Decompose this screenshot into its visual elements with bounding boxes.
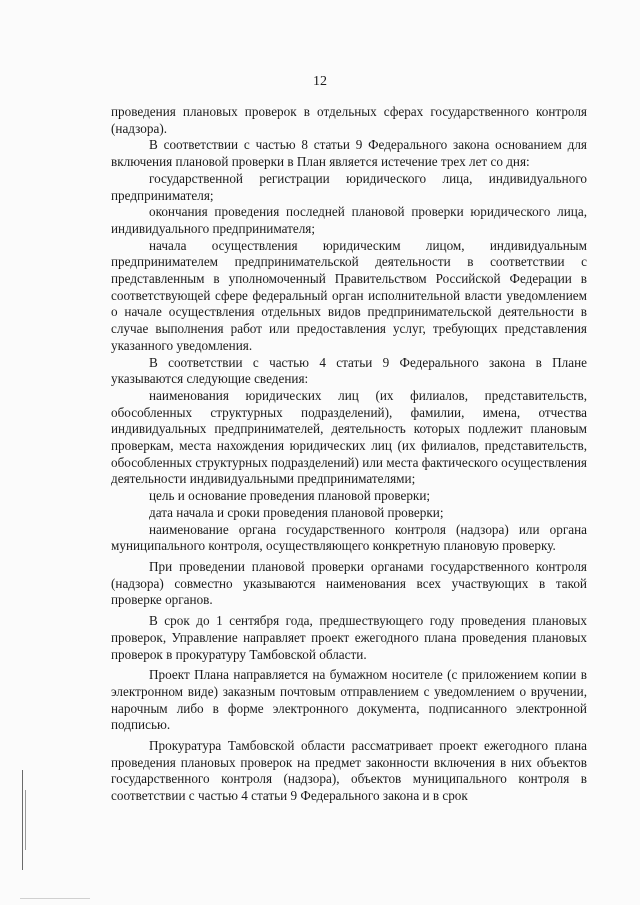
paragraph-plan-contents: В соответствии с частью 4 статьи 9 Федерального закона в Плане указываются следующие сведения: (111, 354, 587, 387)
list-item-last-inspection: окончания проведения последней плановой проверки юридического лица, индивидуального предпринимателя; (111, 204, 587, 236)
scan-margin-line (22, 770, 23, 870)
paragraph-submission-method: Проект Плана направляется на бумажном носителе (с приложением копии в электронном виде) заказным почтовым отправлением с уведомлением о вручении, нарочным либо в форме электронного документа, подписанного электронной подписью. (111, 667, 587, 733)
list-item-purpose: цель и основание проведения плановой проверки; (149, 488, 431, 504)
scan-margin-line (25, 790, 26, 850)
list-item-dates: дата начала и сроки проведения плановой проверки; (149, 504, 444, 520)
list-item-start-of-activity: начала осуществления юридическим лицом, индивидуальным предпринимателем предпринимательской деятельности в соответствии с представленным в уполномоченный Правительством Российской Федерации в соответствующей сфере федеральный орган исполнительной власти уведомлением о начале осуществления отдельных видов предпринимательской деятельности в случае выполнения работ или предоставления услуг, требующих представления указанного уведомления. (111, 237, 587, 353)
page-number: 12 (313, 74, 327, 89)
paragraph-prosecutor-review: Прокуратура Тамбовской области рассматривает проект ежегодного плана проведения плановых проверок на предмет законности включения в них объектов государственного контроля (надзора), объектов муниципального контроля в соответствии с частью 4 статьи 9 Федерального закона и в срок (111, 738, 587, 804)
paragraph-deadline: В срок до 1 сентября года, предшествующего году проведения плановых проверок, Управление направляет проект ежегодного плана проведения плановых проверок в прокуратуру Тамбовской области. (111, 613, 587, 662)
paragraph-joint-inspection: При проведении плановой проверки органами государственного контроля (надзора) совместно указываются наименования всех участвующих в такой проверке органов. (111, 558, 587, 608)
list-item-names-and-locations: наименования юридических лиц (их филиалов, представительств, обособленных структурных подразделений), фамилии, имена, отчества индивидуальных предпринимателей, деятельность которых подлежит плановым проверкам, места нахождения юридических лиц (их филиалов, представительств, обособленных структурных подразделений) или места фактического осуществления деятельности индивидуальными предпринимателями; (111, 387, 587, 487)
document-body (111, 104, 587, 805)
paragraph-grounds-for-inclusion: В соответствии с частью 8 статьи 9 Федерального закона основанием для включения плановой проверки в План является истечение трех лет со дня: (111, 137, 587, 170)
list-item-state-registration: государственной регистрации юридического лица, индивидуального предпринимателя; (111, 170, 587, 203)
list-item-authority-name: наименование органа государственного контроля (надзора) или органа муниципального контроля, осуществляющего конкретную плановую проверку. (111, 521, 587, 554)
scan-edge-artifact (0, 898, 640, 899)
paragraph-continuation: проведения плановых проверок в отдельных сферах государственного контроля (надзора). (111, 104, 587, 136)
